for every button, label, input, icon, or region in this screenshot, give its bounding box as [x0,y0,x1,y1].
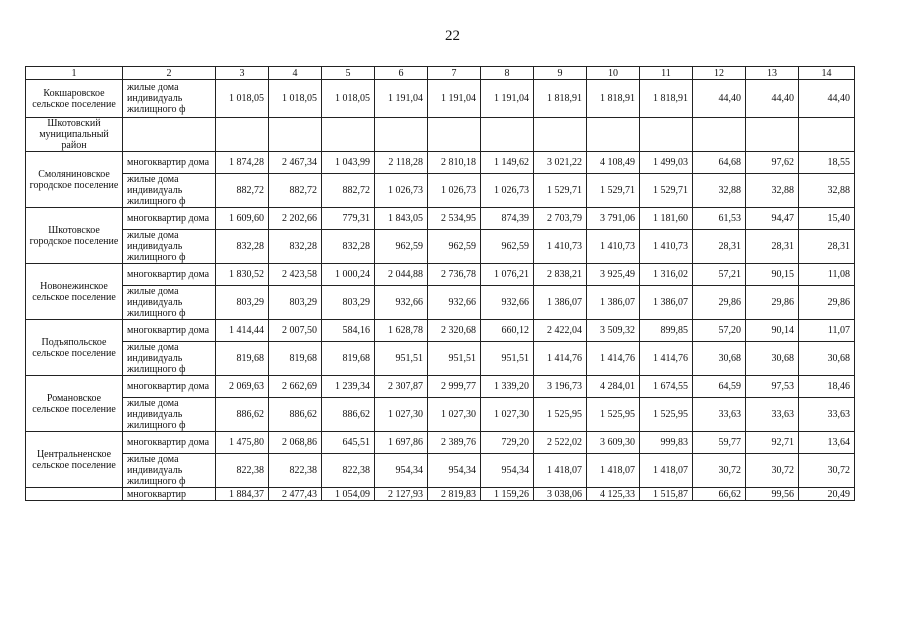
value-cell: 2 320,68 [428,320,481,342]
value-cell: 1 418,07 [534,454,587,488]
value-cell: 1 818,91 [534,80,587,118]
column-number-header: 5 [322,67,375,80]
value-cell: 886,62 [322,398,375,432]
value-cell: 1 874,28 [216,152,269,174]
value-cell: 90,14 [746,320,799,342]
value-cell: 832,28 [269,230,322,264]
value-cell: 1 386,07 [587,286,640,320]
value-cell: 954,34 [375,454,428,488]
value-cell: 90,15 [746,264,799,286]
value-cell: 3 609,30 [587,432,640,454]
value-cell [322,118,375,152]
housing-type-cell: жилые дома индивидуаль жилищного ф [123,342,216,376]
value-cell: 3 791,06 [587,208,640,230]
value-cell: 584,16 [322,320,375,342]
value-cell: 2 307,87 [375,376,428,398]
value-cell: 1 414,76 [640,342,693,376]
value-cell: 2 423,58 [269,264,322,286]
value-cell: 1 884,37 [216,488,269,501]
value-cell [693,118,746,152]
value-cell: 64,59 [693,376,746,398]
value-cell: 1 339,20 [481,376,534,398]
value-cell: 44,40 [746,80,799,118]
value-cell [534,118,587,152]
value-cell: 874,39 [481,208,534,230]
value-cell: 1 414,76 [587,342,640,376]
column-number-header: 4 [269,67,322,80]
value-cell: 11,07 [799,320,855,342]
column-number-header: 11 [640,67,693,80]
value-cell: 951,51 [428,342,481,376]
value-cell: 3 925,49 [587,264,640,286]
value-cell: 2 118,28 [375,152,428,174]
value-cell: 1 054,09 [322,488,375,501]
value-cell: 1 674,55 [640,376,693,398]
value-cell: 1 818,91 [587,80,640,118]
value-cell: 803,29 [216,286,269,320]
page-number: 22 [445,28,460,44]
value-cell: 1 027,30 [481,398,534,432]
value-cell: 1 475,80 [216,432,269,454]
value-cell: 886,62 [269,398,322,432]
housing-type-cell: многоквартир [123,488,216,501]
value-cell: 1 410,73 [534,230,587,264]
value-cell: 2 069,63 [216,376,269,398]
value-cell: 951,51 [481,342,534,376]
value-cell: 2 127,93 [375,488,428,501]
table-row [26,264,855,286]
settlement-name-cell: Новонежинское сельское поселение [26,264,123,320]
value-cell [746,118,799,152]
column-number-header: 3 [216,67,269,80]
value-cell: 1 418,07 [587,454,640,488]
housing-type-cell: жилые дома индивидуаль жилищного ф [123,454,216,488]
value-cell: 819,68 [269,342,322,376]
value-cell: 15,40 [799,208,855,230]
value-cell: 886,62 [216,398,269,432]
value-cell: 1 843,05 [375,208,428,230]
value-cell: 882,72 [216,174,269,208]
value-cell: 660,12 [481,320,534,342]
value-cell [269,118,322,152]
value-cell: 1 018,05 [216,80,269,118]
value-cell: 66,62 [693,488,746,501]
value-cell: 11,08 [799,264,855,286]
column-number-header: 8 [481,67,534,80]
value-cell: 2 703,79 [534,208,587,230]
value-cell: 822,38 [269,454,322,488]
value-cell: 2 389,76 [428,432,481,454]
value-cell: 92,71 [746,432,799,454]
value-cell: 1 697,86 [375,432,428,454]
housing-type-cell: многоквартир дома [123,320,216,342]
value-cell: 819,68 [322,342,375,376]
settlement-name-cell: Шкотовское городское поселение [26,208,123,264]
value-cell: 2 202,66 [269,208,322,230]
value-cell: 3 509,32 [587,320,640,342]
value-cell: 30,68 [693,342,746,376]
table-row [26,488,855,501]
value-cell: 1 525,95 [587,398,640,432]
value-cell: 61,53 [693,208,746,230]
value-cell: 29,86 [693,286,746,320]
value-cell: 1 000,24 [322,264,375,286]
column-number-header: 2 [123,67,216,80]
value-cell: 1 410,73 [587,230,640,264]
value-cell: 20,49 [799,488,855,501]
table-row [26,376,855,398]
value-cell: 32,88 [746,174,799,208]
value-cell: 2 838,21 [534,264,587,286]
table-row [26,432,855,454]
value-cell: 1 609,60 [216,208,269,230]
value-cell: 803,29 [322,286,375,320]
table-row [26,174,855,208]
column-number-header: 7 [428,67,481,80]
settlement-name-cell: Смоляниновское городское поселение [26,152,123,208]
value-cell: 1 418,07 [640,454,693,488]
value-cell: 32,88 [693,174,746,208]
value-cell: 1 410,73 [640,230,693,264]
value-cell: 30,68 [799,342,855,376]
settlement-name-cell: Романовское сельское поселение [26,376,123,432]
value-cell: 30,72 [799,454,855,488]
value-cell: 1 027,30 [428,398,481,432]
value-cell: 1 386,07 [640,286,693,320]
value-cell: 1 515,87 [640,488,693,501]
value-cell: 59,77 [693,432,746,454]
value-cell: 1 818,91 [640,80,693,118]
value-cell: 803,29 [269,286,322,320]
value-cell: 2 477,43 [269,488,322,501]
value-cell: 1 414,76 [534,342,587,376]
value-cell [587,118,640,152]
value-cell: 2 467,34 [269,152,322,174]
value-cell: 30,68 [746,342,799,376]
value-cell: 954,34 [481,454,534,488]
value-cell [799,118,855,152]
housing-type-cell: жилые дома индивидуаль жилищного ф [123,80,216,118]
value-cell: 2 736,78 [428,264,481,286]
value-cell: 962,59 [428,230,481,264]
value-cell: 645,51 [322,432,375,454]
value-cell: 1 191,04 [375,80,428,118]
table-header-row [26,67,855,80]
value-cell: 18,55 [799,152,855,174]
value-cell: 951,51 [375,342,428,376]
value-cell: 899,85 [640,320,693,342]
settlement-name-cell: Подъяпольское сельское поселение [26,320,123,376]
column-number-header: 10 [587,67,640,80]
value-cell: 1 316,02 [640,264,693,286]
settlement-name-cell: Кокшаровское сельское поселение [26,80,123,118]
value-cell: 1 386,07 [534,286,587,320]
value-cell: 13,64 [799,432,855,454]
value-cell: 33,63 [799,398,855,432]
value-cell: 28,31 [799,230,855,264]
value-cell: 28,31 [746,230,799,264]
housing-type-cell: жилые дома индивидуаль жилищного ф [123,398,216,432]
table-row [26,152,855,174]
value-cell: 28,31 [693,230,746,264]
value-cell: 2 422,04 [534,320,587,342]
value-cell: 57,20 [693,320,746,342]
column-number-header: 12 [693,67,746,80]
value-cell: 29,86 [746,286,799,320]
value-cell: 2 068,86 [269,432,322,454]
value-cell [216,118,269,152]
value-cell [481,118,534,152]
value-cell: 2 007,50 [269,320,322,342]
value-cell: 1 628,78 [375,320,428,342]
housing-type-cell [123,118,216,152]
value-cell: 18,46 [799,376,855,398]
value-cell: 1 525,95 [534,398,587,432]
housing-type-cell: многоквартир дома [123,432,216,454]
value-cell: 3 196,73 [534,376,587,398]
value-cell: 1 529,71 [587,174,640,208]
value-cell [375,118,428,152]
table-row [26,286,855,320]
value-cell [428,118,481,152]
value-cell: 2 522,02 [534,432,587,454]
value-cell: 2 810,18 [428,152,481,174]
column-number-header: 9 [534,67,587,80]
value-cell: 1 043,99 [322,152,375,174]
value-cell: 822,38 [322,454,375,488]
column-number-header: 13 [746,67,799,80]
value-cell: 1 529,71 [640,174,693,208]
value-cell: 44,40 [693,80,746,118]
value-cell: 44,40 [799,80,855,118]
settlement-name-cell: Центральненское сельское поселение [26,432,123,488]
value-cell: 33,63 [693,398,746,432]
value-cell: 822,38 [216,454,269,488]
value-cell: 3 021,22 [534,152,587,174]
housing-type-cell: многоквартир дома [123,208,216,230]
value-cell: 819,68 [216,342,269,376]
value-cell: 2 044,88 [375,264,428,286]
table-row [26,342,855,376]
value-cell: 4 125,33 [587,488,640,501]
tariff-table [25,66,855,501]
table-row [26,454,855,488]
value-cell: 882,72 [269,174,322,208]
value-cell: 1 830,52 [216,264,269,286]
value-cell: 1 026,73 [428,174,481,208]
value-cell: 932,66 [481,286,534,320]
table-row [26,80,855,118]
value-cell: 932,66 [375,286,428,320]
value-cell: 779,31 [322,208,375,230]
value-cell: 1 191,04 [428,80,481,118]
table-row [26,118,855,152]
value-cell: 1 239,34 [322,376,375,398]
settlement-name-cell: Шкотовский муниципальный район [26,118,123,152]
value-cell: 30,72 [693,454,746,488]
value-cell: 2 819,83 [428,488,481,501]
value-cell: 32,88 [799,174,855,208]
value-cell: 2 662,69 [269,376,322,398]
value-cell: 97,53 [746,376,799,398]
value-cell: 832,28 [216,230,269,264]
value-cell: 33,63 [746,398,799,432]
table-row [26,320,855,342]
value-cell: 1 529,71 [534,174,587,208]
value-cell: 1 026,73 [375,174,428,208]
value-cell: 882,72 [322,174,375,208]
value-cell: 1 414,44 [216,320,269,342]
table-row [26,230,855,264]
value-cell: 1 027,30 [375,398,428,432]
value-cell: 1 181,60 [640,208,693,230]
table-row [26,208,855,230]
value-cell: 1 525,95 [640,398,693,432]
housing-type-cell: многоквартир дома [123,376,216,398]
column-number-header: 14 [799,67,855,80]
value-cell: 1 018,05 [269,80,322,118]
value-cell: 962,59 [481,230,534,264]
housing-type-cell: жилые дома индивидуаль жилищного ф [123,174,216,208]
value-cell: 832,28 [322,230,375,264]
value-cell: 4 108,49 [587,152,640,174]
value-cell: 962,59 [375,230,428,264]
value-cell [640,118,693,152]
value-cell: 94,47 [746,208,799,230]
column-number-header: 6 [375,67,428,80]
value-cell: 1 191,04 [481,80,534,118]
housing-type-cell: жилые дома индивидуаль жилищного ф [123,286,216,320]
value-cell: 1 149,62 [481,152,534,174]
value-cell: 57,21 [693,264,746,286]
column-number-header: 1 [26,67,123,80]
value-cell: 30,72 [746,454,799,488]
value-cell: 729,20 [481,432,534,454]
value-cell: 1 159,26 [481,488,534,501]
value-cell: 2 534,95 [428,208,481,230]
value-cell: 1 018,05 [322,80,375,118]
value-cell: 954,34 [428,454,481,488]
housing-type-cell: жилые дома индивидуаль жилищного ф [123,230,216,264]
value-cell: 1 499,03 [640,152,693,174]
value-cell: 932,66 [428,286,481,320]
value-cell: 999,83 [640,432,693,454]
value-cell: 99,56 [746,488,799,501]
value-cell: 1 076,21 [481,264,534,286]
value-cell: 97,62 [746,152,799,174]
housing-type-cell: многоквартир дома [123,264,216,286]
settlement-name-cell [26,488,123,501]
value-cell: 4 284,01 [587,376,640,398]
value-cell: 1 026,73 [481,174,534,208]
value-cell: 29,86 [799,286,855,320]
housing-type-cell: многоквартир дома [123,152,216,174]
value-cell: 64,68 [693,152,746,174]
table-row [26,398,855,432]
value-cell: 3 038,06 [534,488,587,501]
value-cell: 2 999,77 [428,376,481,398]
